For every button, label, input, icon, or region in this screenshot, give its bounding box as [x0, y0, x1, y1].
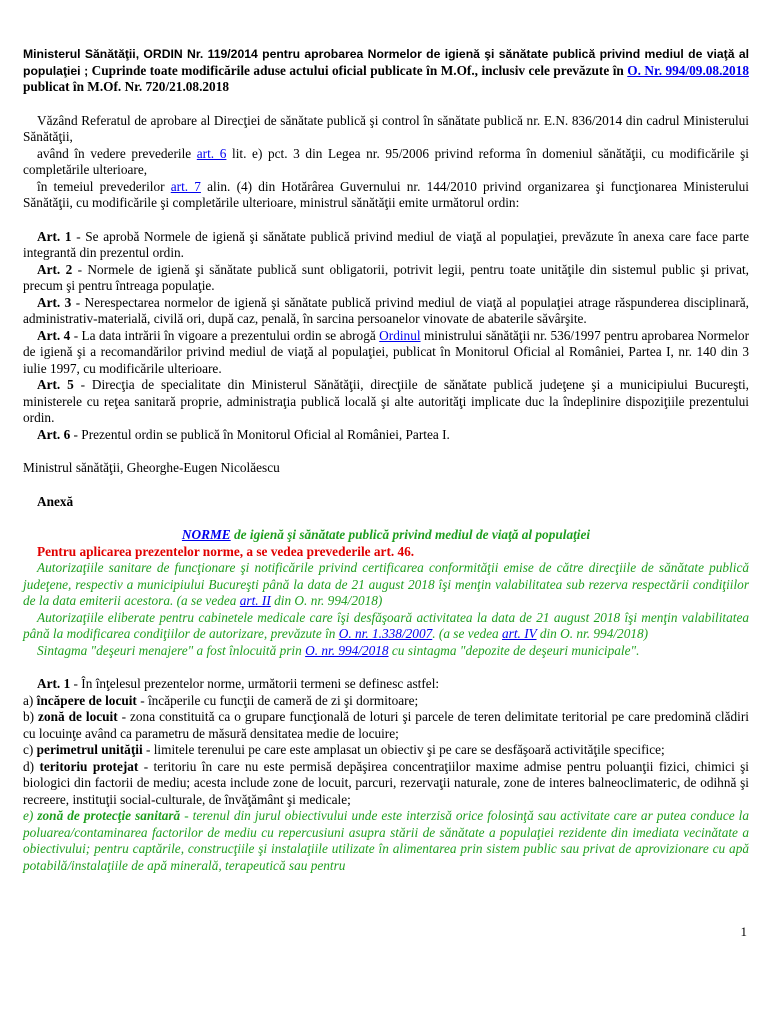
article-text: - La data intrării în vigoare a prezentului ordin se abrogă: [70, 327, 380, 343]
article-label: Art. 4: [37, 327, 71, 343]
page-number: 1: [740, 924, 747, 939]
article-5: [23, 377, 749, 427]
definition-e: [23, 808, 749, 874]
link-order-994-2018[interactable]: O. nr. 994/2018: [305, 642, 389, 658]
article-label: Art. 6: [37, 426, 71, 442]
definition-term: zonă de protecţie sanitară: [37, 808, 181, 823]
article-3: [23, 295, 749, 328]
link-art-7[interactable]: art. 7: [170, 178, 201, 194]
link-art-ii[interactable]: art. II: [239, 593, 271, 608]
definition-term: zonă de locuit: [38, 709, 118, 724]
title-order: Ministerul Sănătăţii, ORDIN Nr. 119/2014 pentru aprobarea Normelor de igienă şi sănătate publică privind mediul de viaţă al populaţiei ;: [23, 47, 749, 78]
link-art-6[interactable]: art. 6: [196, 145, 227, 161]
article-label: Art. 5: [37, 377, 74, 392]
annex-heading: [23, 494, 749, 511]
preamble-text: alin. (4) din Hotărârea Guvernului nr. 144/2010 privind organizarea şi funcţionarea Ministerului Sănătăţii, cu modificările şi completările ulterioare, ministrul sănătăţii emite următorul ordin:: [23, 178, 749, 210]
article-text: - Direcţia de specialitate din Ministerul Sănătăţii, direcţiile de sănătate publică judeţene şi a municipiului Bucureşti, ministerele cu reţea sanitară proprie, administraţia publică locală şi alte autorităţi implicate duc la îndeplinire dispoziţiile prezentului ordin.: [23, 377, 749, 425]
norme-title-text: de igienă şi sănătate publică privind mediul de viaţă al populaţiei: [230, 527, 591, 542]
preamble-paragraph-3: [23, 179, 749, 212]
link-ordinul[interactable]: Ordinul: [379, 327, 421, 343]
article-label: Art. 3: [37, 294, 72, 310]
article-6: [23, 427, 749, 444]
link-art-iv[interactable]: art. IV: [502, 626, 537, 641]
annex-heading-text: Anexă: [37, 493, 74, 509]
article-text: - Prezentul ordin se publică în Monitorul Oficial al României, Partea I.: [70, 426, 450, 442]
note-text: Autorizaţiile eliberate pentru cabinetele medicale care îşi desfăşoară activitatea la data de 21 august 2018 îşi menţin valabilitatea până la modificarea condiţiilor de autorizare, prevăzute în: [23, 609, 749, 641]
preamble-paragraph-1: Văzând Referatul de aprobare al Direcţiei de sănătate publică şi control în sănătate publică nr. E.N. 836/2014 din cadrul Ministerului Sănătăţii,: [23, 112, 749, 144]
article-text: ministrului sănătăţii nr. 536/1997 pentru aprobarea Normelor de igienă şi a recomandărilor privind mediul de viaţă al populaţiei, publicat în Monitorul Oficial al României, Partea I, nr. 140 din 3 iulie 1997, cu modificările ulterioare.: [23, 327, 749, 376]
article-text: - În înţelesul prezentelor norme, următorii termeni se definesc astfel:: [70, 676, 440, 691]
definition-letter: a): [23, 692, 37, 708]
note-text: Sintagma "deşeuri menajere" a fost înlocuită prin: [37, 642, 306, 658]
definition-text: - zona constituită ca o grupare funcţională de loturi şi parcele de teren delimitate teritorial pe care predomină clădiri cu locuinţe având ca parametru de măsură densitatea medie de locuire;: [23, 709, 749, 741]
definition-letter: d): [23, 758, 40, 774]
definition-letter: e): [23, 808, 38, 823]
article-2: [23, 262, 749, 295]
minister-signature: Ministrul sănătăţii, Gheorghe-Eugen Nicolăescu: [23, 460, 280, 475]
definitions-intro: [23, 676, 749, 693]
definition-letter: b): [23, 709, 39, 724]
preamble-paragraph-2: [23, 146, 749, 179]
preamble-text: lit. e) pct. 3 din Legea nr. 95/2006 privind reforma în domeniul sănătăţii, cu modificările şi completările ulterioare,: [23, 145, 749, 177]
definition-c: [23, 742, 749, 759]
note-text: Autorizaţiile sanitare de funcţionare şi notificările privind certificarea conformităţii emise de către direcţiile de sănătate publică judeţene, respectiv a municipiului Bucureşti până la data de 21 august 2018 îşi menţin valabilitatea sub rezerva respectării condiţiilor de la data emiterii acestora. (a se vedea: [23, 560, 749, 608]
green-note-3: [23, 643, 749, 660]
definition-text: - terenul din jurul obiectivului unde este interzisă orice folosinţă sau activitate care ar putea conduce la poluarea/contaminarea factorilor de mediu cu repercusiuni asupra stării de sănătate a populaţiei rezidente din imediata vecinătate a obiectivului; pentru captările, construcţiile şi instalaţiile utilizate în alimentarea prin sistem public sau privat de aprovizionare cu apă potabilă/instalaţiile de apă minerală, terapeutică sau pentru: [23, 808, 749, 873]
link-order-994[interactable]: O. Nr. 994/09.08.2018: [627, 62, 749, 78]
link-order-1338[interactable]: O. nr. 1.338/2007: [338, 626, 433, 641]
note-text: cu sintagma "depozite de deşeuri municipale".: [388, 642, 640, 658]
title-publication: publicat în M.Of. Nr. 720/21.08.2018: [23, 79, 229, 94]
article-label: Art. 1: [37, 676, 71, 691]
note-text: din O. nr. 994/2018): [270, 593, 383, 608]
document-title: [23, 46, 749, 96]
definition-text: - teritoriu în care nu este permisă depăşirea concentraţiilor maxime admise pentru poluanţii fizici, chimici şi biologici din factorii de mediu; acesta include zone de locuit, parcuri, rezervaţii naturale, zone de interes balneoclimateric, de odihnă şi recreere, instituţii social-culturale, de învăţământ şi medicale;: [23, 758, 750, 807]
preamble-text: în temeiul prevederilor: [37, 178, 171, 194]
definition-letter: c): [23, 742, 37, 757]
article-text: - Nerespectarea normelor de igienă şi sănătate publică privind mediul de viaţă al populaţiei atrage răspunderea disciplinară, administrativ-materială, civilă ori, după caz, penală, în sarcina persoanelor vinovate de abaterile săvârşite.: [23, 294, 749, 326]
definition-term: teritoriu protejat: [39, 758, 139, 774]
green-note-1: [23, 560, 749, 610]
article-label: Art. 2: [37, 261, 73, 277]
definition-term: perimetrul unităţii: [36, 742, 143, 757]
definition-b: [23, 709, 749, 742]
definition-a: [23, 693, 749, 710]
note-text: din O. nr. 994/2018): [536, 626, 649, 641]
definition-text: - încăperile cu funcţii de cameră de zi şi dormitoare;: [136, 692, 419, 708]
preamble-text: având în vedere prevederile: [37, 145, 197, 161]
document-body: [23, 46, 749, 874]
article-text: - Normele de igienă şi sănătate publică sunt obligatorii, potrivit legii, pentru toate unităţile din sistemul public şi privat, precum şi pentru întreaga populaţie.: [23, 261, 749, 293]
definition-text: - limitele terenului pe care este amplasat un obiectiv şi pe care se desfăşoară activităţile specifice;: [142, 742, 665, 757]
article-4: [23, 328, 749, 378]
red-note: Pentru aplicarea prezentelor norme, a se vedea prevederile art. 46.: [37, 543, 415, 559]
green-note-2: [23, 610, 749, 643]
article-text: - Se aprobă Normele de igienă şi sănătate publică privind mediul de viaţă al populaţiei, prevăzute în anexa care face parte integrantă din prezentul ordin.: [23, 228, 749, 260]
article-1: [23, 229, 749, 262]
title-note: Cuprinde toate modificările aduse actului oficial publicate în M.Of., inclusiv cele prevăzute în: [88, 62, 628, 78]
link-norme[interactable]: NORME: [181, 527, 231, 542]
definition-term: încăpere de locuit: [36, 692, 137, 708]
note-text: . (a se vedea: [432, 626, 503, 641]
article-label: Art. 1: [37, 228, 72, 244]
definition-d: [23, 759, 749, 809]
norme-title: [23, 527, 749, 544]
